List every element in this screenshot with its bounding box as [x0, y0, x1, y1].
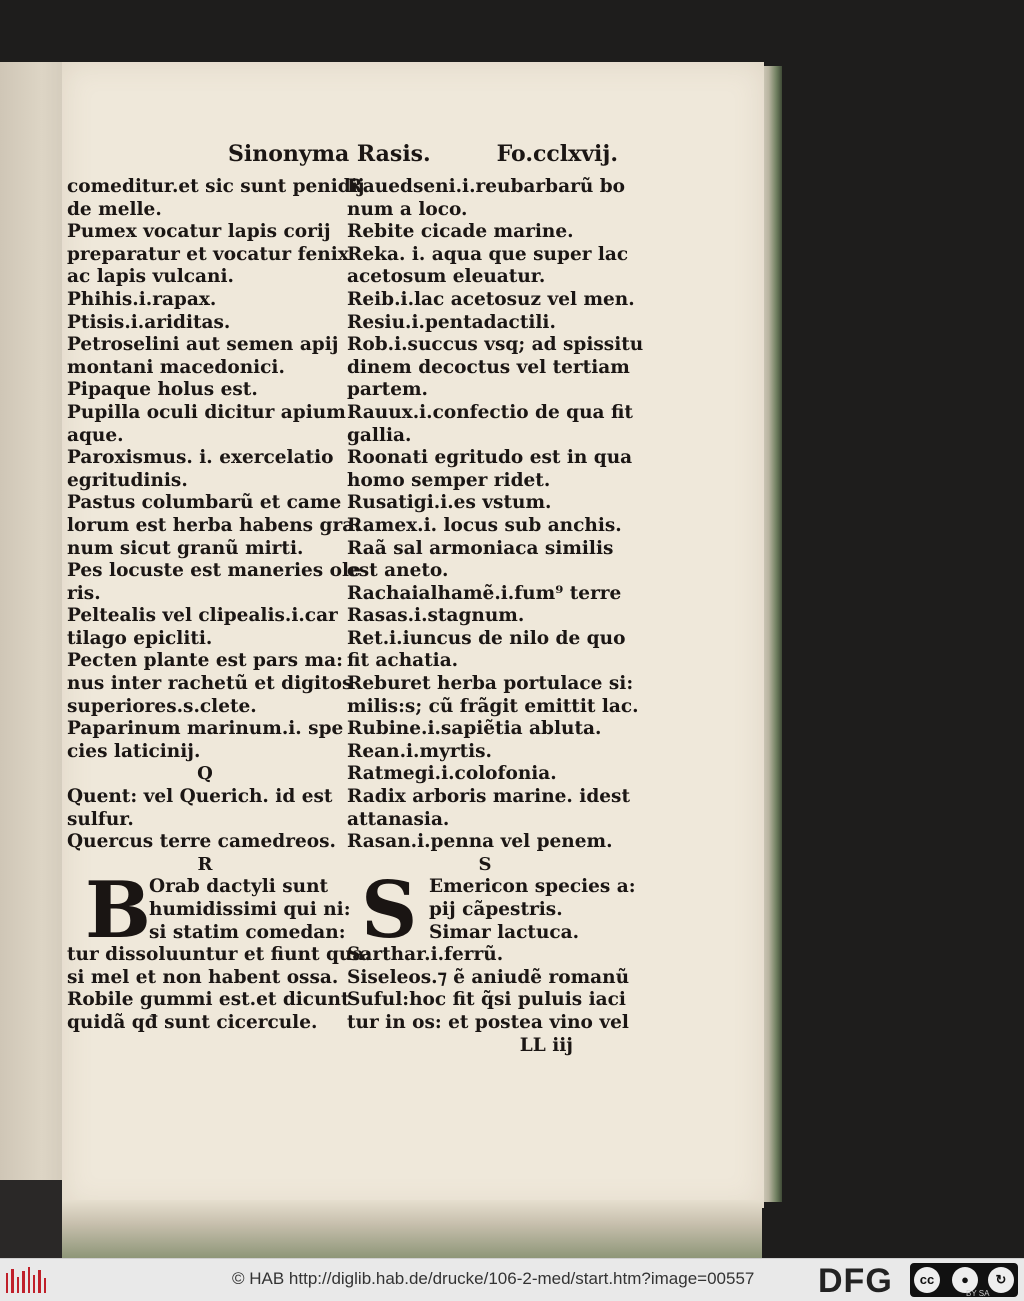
cc-license-badge[interactable] [910, 1263, 1018, 1297]
running-title: Sinonyma Rasis. [228, 141, 431, 167]
text-line: Pastus columbarũ et came [67, 492, 342, 514]
text-line: Reib.i.lac acetosuz vel men. [347, 288, 635, 310]
text-line: Rasan.i.penna vel penem. [347, 831, 613, 853]
text-line: Pumex vocatur lapis corij [67, 221, 331, 243]
text-line: pij cãpestris. [429, 899, 563, 920]
section-letter-q: Q [197, 763, 213, 785]
text-line: tur dissoluuntur et fiunt qua: [67, 944, 372, 966]
text-line: aque. [67, 424, 124, 446]
cc-icon: cc [914, 1267, 940, 1293]
text-line: Pes locuste est maneries ole [67, 560, 361, 582]
page-bottom-edge [62, 1200, 762, 1258]
text-line: de melle. [67, 198, 162, 220]
license-text: BY SA [966, 1289, 990, 1298]
text-line: Siseleos.⁊ ẽ aniudẽ romanũ [347, 966, 630, 988]
text-line: Radix arboris marine. idest [347, 786, 630, 808]
drop-cap-initial: S [361, 865, 418, 957]
text-line: Rasas.i.stagnum. [347, 605, 525, 627]
text-line: egritudinis. [67, 469, 188, 491]
text-line: comeditur.et sic sunt penidij [67, 176, 365, 197]
text-line: gallia. [347, 424, 412, 446]
text-line: Reka. i. aqua que super lac [347, 243, 629, 265]
viewer-footer [0, 1258, 1024, 1301]
text-line: Ptisis.i.ariditas. [67, 311, 231, 333]
text-line: Phihis.i.rapax. [67, 288, 217, 310]
text-line: Rob.i.succus vsq; ad spissitu [347, 334, 644, 356]
text-line: humidissimi qui ni: [149, 899, 351, 920]
hab-logo-icon [6, 1267, 46, 1293]
text-line: si statim comedan: [149, 921, 346, 943]
text-line: montani macedonici. [67, 356, 285, 378]
text-line: Rebite cicade marine. [347, 221, 574, 243]
text-line: Rauedseni.i.reubarbarũ bo [347, 176, 625, 197]
text-line: quidã qđ sunt cicercule. [67, 1011, 318, 1033]
text-line: Paparinum marinum.i. spe [67, 718, 344, 740]
text-line: Petroselini aut semen apij [67, 334, 339, 356]
share-alike-icon: ↻ [988, 1267, 1014, 1293]
left-text-column [67, 176, 372, 1035]
text-line: dinem decoctus vel tertiam [347, 356, 630, 378]
text-line: Simar lactuca. [429, 921, 580, 943]
text-line: num sicut granũ mirti. [67, 537, 304, 559]
section-letter-r: R [197, 853, 213, 875]
text-line: Quercus terre camedreos. [67, 831, 336, 853]
text-line: Peltealis vel clipealis.i.car [67, 605, 338, 627]
text-line: cies laticinij. [67, 740, 201, 762]
text-line: milis:s; cũ frãgit emittit lac. [347, 695, 639, 717]
text-line: Pipaque holus est. [67, 379, 258, 401]
text-line: Robile gummi est.et dicunt [67, 989, 350, 1011]
text-line: Paroxismus. i. exercelatio [67, 447, 334, 469]
dfg-logo: DFG [818, 1262, 893, 1300]
text-line: est aneto. [347, 560, 449, 582]
text-line: Rean.i.myrtis. [347, 740, 492, 762]
text-line: Rachaialhamẽ.i.fum⁹ terre [347, 582, 622, 604]
text-line: Raã sal armoniaca similis [347, 537, 614, 559]
section-letter-s: S [478, 853, 492, 875]
text-line: Emericon species a: [429, 876, 636, 898]
text-line: superiores.s.clete. [67, 695, 257, 717]
text-line: Rubine.i.sapiẽtia abluta. [347, 718, 602, 740]
text-line: Ret.i.iuncus de nilo de quo [347, 627, 626, 649]
text-line: Orab dactyli sunt [149, 876, 329, 898]
text-line: tilago epicliti. [67, 627, 213, 649]
text-line: Sarthar.i.ferrũ. [347, 944, 504, 966]
text-line: Rauux.i.confectio de qua fit [347, 401, 633, 423]
text-line: Rusatigi.i.es vstum. [347, 492, 552, 514]
text-line: ris. [67, 582, 101, 604]
text-line: Resiu.i.pentadactili. [347, 311, 556, 333]
text-line: tur in os: et postea vino vel [347, 1011, 629, 1033]
text-line: ac lapis vulcani. [67, 266, 234, 288]
text-line: nus inter rachetũ et digitos [67, 673, 353, 695]
text-line: Suful:hoc fit q̃si puluis iaci [347, 989, 626, 1011]
text-line: homo semper ridet. [347, 469, 551, 491]
text-line: fit achatia. [347, 650, 459, 672]
folio-number: Fo.cclxvij. [496, 141, 618, 167]
right-text-column [347, 176, 644, 1057]
text-line: acetosum eleuatur. [347, 266, 546, 288]
text-line: si mel et non habent ossa. [67, 966, 339, 988]
text-line: Ramex.i. locus sub anchis. [347, 514, 622, 536]
text-line: preparatur et vocatur fenix [67, 243, 349, 265]
person-icon: ● [952, 1267, 978, 1293]
text-line: Reburet herba portulace si: [347, 673, 634, 695]
text-line: num a loco. [347, 198, 468, 220]
text-line: Pecten plante est pars ma: [67, 650, 343, 672]
text-line: lorum est herba habens gra: [67, 514, 362, 536]
text-line: Roonati egritudo est in qua [347, 447, 633, 469]
text-line: Quent: vel Querich. id est [67, 786, 333, 808]
signature-mark: LL iij [519, 1034, 573, 1056]
text-line: partem. [347, 379, 429, 401]
running-header [228, 141, 618, 171]
credit-link[interactable]: © HAB http://diglib.hab.de/drucke/106-2-med/start.htm?image=00557 [232, 1269, 755, 1288]
drop-cap-initial: B [85, 865, 151, 957]
text-line: Pupilla oculi dicitur apium [67, 401, 346, 423]
text-line: Ratmegi.i.colofonia. [347, 763, 557, 785]
text-line: sulfur. [67, 808, 134, 830]
text-line: attanasia. [347, 808, 450, 830]
